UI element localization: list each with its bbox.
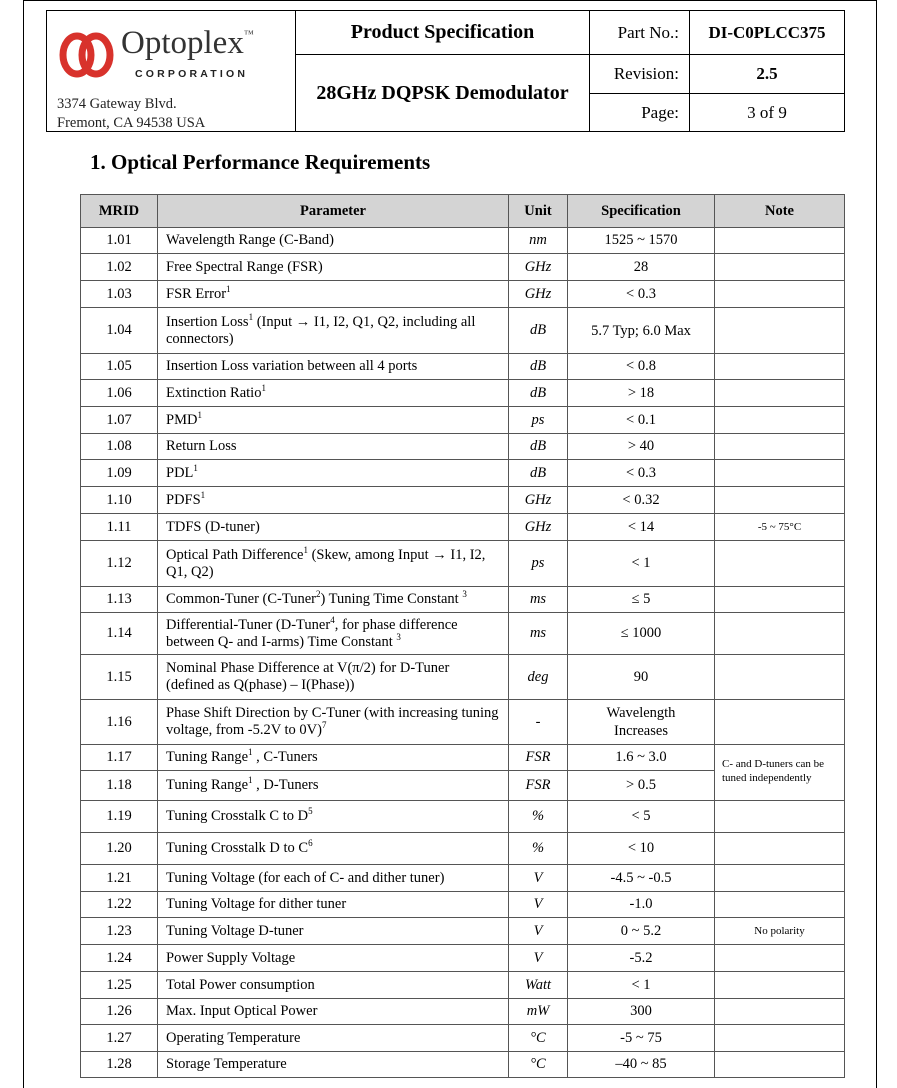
- parameter-cell: PDFS$^1$: [158, 487, 509, 514]
- unit-cell: dB: [509, 308, 568, 354]
- specification-cell: 1.6 ~ 3.0: [568, 745, 715, 771]
- unit-cell: nm: [509, 228, 568, 254]
- note-cell: [715, 999, 845, 1025]
- parameter-cell: Tuning Voltage (for each of C- and dither tuner): [158, 865, 509, 892]
- part-no-value: DI-C0PLCC375: [690, 11, 845, 55]
- note-cell: [715, 1025, 845, 1052]
- specification-cell: > 0.5: [568, 771, 715, 801]
- column-header: Parameter: [158, 195, 509, 228]
- company-block: [47, 11, 296, 132]
- specification-cell: Wavelength Increases: [568, 700, 715, 745]
- table-row: [81, 380, 845, 407]
- note-cell: [715, 434, 845, 460]
- specification-cell: 0 ~ 5.2: [568, 918, 715, 945]
- note-cell: [715, 801, 845, 833]
- parameter-cell: Extinction Ratio$^1$: [158, 380, 509, 407]
- unit-cell: %: [509, 833, 568, 865]
- specification-cell: 28: [568, 254, 715, 281]
- mrid-cell: 1.08: [81, 434, 158, 460]
- mrid-cell: 1.01: [81, 228, 158, 254]
- mrid-cell: 1.02: [81, 254, 158, 281]
- mrid-cell: 1.28: [81, 1052, 158, 1078]
- parameter-cell: Tuning Crosstalk D to $C^6$: [158, 833, 509, 865]
- unit-cell: FSR: [509, 771, 568, 801]
- mrid-cell: 1.05: [81, 354, 158, 380]
- unit-cell: -: [509, 700, 568, 745]
- table-row: [81, 281, 845, 308]
- parameter-cell: Insertion Loss$^1$ (Input → I1, I2, Q1, Q2, including all connectors): [158, 308, 509, 354]
- mrid-cell: 1.19: [81, 801, 158, 833]
- table-row: [81, 833, 845, 865]
- unit-cell: deg: [509, 655, 568, 700]
- mrid-cell: 1.25: [81, 972, 158, 999]
- parameter-cell: Optical Path Difference$^1$ (Skew, among Input → I1, I2, Q1, Q2): [158, 541, 509, 587]
- unit-cell: V: [509, 865, 568, 892]
- specification-cell: < 0.3: [568, 281, 715, 308]
- page-border: [23, 0, 877, 1]
- unit-cell: FSR: [509, 745, 568, 771]
- table-row: [81, 801, 845, 833]
- table-row: [81, 613, 845, 655]
- parameter-cell: Free Spectral Range (FSR): [158, 254, 509, 281]
- table-row: [81, 487, 845, 514]
- table-row: [81, 945, 845, 972]
- company-name: Optoplex™: [121, 25, 254, 61]
- specification-cell: > 40: [568, 434, 715, 460]
- mrid-cell: 1.07: [81, 407, 158, 434]
- note-cell: [715, 254, 845, 281]
- product-name: 28GHz DQPSK Demodulator: [296, 55, 590, 132]
- parameter-cell: Wavelength Range (C-Band): [158, 228, 509, 254]
- table-row: [81, 745, 845, 771]
- table-row: [81, 460, 845, 487]
- specification-cell: 5.7 Typ; 6.0 Max: [568, 308, 715, 354]
- unit-cell: V: [509, 892, 568, 918]
- table-row: [81, 514, 845, 541]
- column-header: Specification: [568, 195, 715, 228]
- parameter-cell: Tuning Range$^1$ , D-Tuners: [158, 771, 509, 801]
- mrid-cell: 1.10: [81, 487, 158, 514]
- specification-cell: < 0.32: [568, 487, 715, 514]
- specification-cell: 300: [568, 999, 715, 1025]
- parameter-cell: Storage Temperature: [158, 1052, 509, 1078]
- unit-cell: °C: [509, 1025, 568, 1052]
- note-cell: [715, 407, 845, 434]
- specification-cell: -5 ~ 75: [568, 1025, 715, 1052]
- table-row: [81, 354, 845, 380]
- unit-cell: dB: [509, 354, 568, 380]
- mrid-cell: 1.26: [81, 999, 158, 1025]
- table-row: [81, 434, 845, 460]
- mrid-cell: 1.12: [81, 541, 158, 587]
- table-row: [81, 308, 845, 354]
- parameter-cell: Return Loss: [158, 434, 509, 460]
- table-row: [81, 865, 845, 892]
- specification-cell: < 0.8: [568, 354, 715, 380]
- unit-cell: GHz: [509, 281, 568, 308]
- note-cell: [715, 460, 845, 487]
- mrid-cell: 1.22: [81, 892, 158, 918]
- revision-label: Revision:: [590, 55, 690, 94]
- parameter-cell: Tuning Voltage D-tuner: [158, 918, 509, 945]
- specification-cell: < 0.1: [568, 407, 715, 434]
- note-cell: [715, 380, 845, 407]
- parameter-cell: Total Power consumption: [158, 972, 509, 999]
- mrid-cell: 1.09: [81, 460, 158, 487]
- specification-cell: < 5: [568, 801, 715, 833]
- document-header: [46, 10, 845, 132]
- mrid-cell: 1.17: [81, 745, 158, 771]
- company-address: 3374 Gateway Blvd. Fremont, CA 94538 USA: [57, 96, 206, 131]
- specification-cell: -4.5 ~ -0.5: [568, 865, 715, 892]
- note-cell: [715, 587, 845, 613]
- note-cell: [715, 487, 845, 514]
- parameter-cell: Tuning Crosstalk C to $D^5$: [158, 801, 509, 833]
- company-subtitle: CORPORATION: [135, 68, 249, 80]
- mrid-cell: 1.04: [81, 308, 158, 354]
- column-header: Unit: [509, 195, 568, 228]
- parameter-cell: PMD$^1$: [158, 407, 509, 434]
- mrid-cell: 1.18: [81, 771, 158, 801]
- part-no-label: Part No.:: [590, 11, 690, 55]
- parameter-cell: Nominal Phase Difference at V(π/2) for D-Tuner (defined as Q(phase) – I(Phase)): [158, 655, 509, 700]
- section-title: 1. Optical Performance Requirements: [90, 150, 431, 174]
- unit-cell: ms: [509, 613, 568, 655]
- note-cell: [715, 541, 845, 587]
- parameter-cell: Phase Shift Direction by C-Tuner (with increasing tuning voltage, from -5.2V to 0V)$^7$: [158, 700, 509, 745]
- unit-cell: ps: [509, 407, 568, 434]
- note-cell: [715, 700, 845, 745]
- unit-cell: °C: [509, 1052, 568, 1078]
- specification-cell: 90: [568, 655, 715, 700]
- specification-cell: < 0.3: [568, 460, 715, 487]
- table-row: [81, 587, 845, 613]
- specification-cell: ≤ 5: [568, 587, 715, 613]
- parameter-cell: Differential-Tuner (D-Tuner$^4$, for phase difference between Q- and I-arms) Time Constant $^3$: [158, 613, 509, 655]
- note-cell: [715, 228, 845, 254]
- table-row: [81, 228, 845, 254]
- mrid-cell: 1.20: [81, 833, 158, 865]
- unit-cell: dB: [509, 460, 568, 487]
- specification-cell: –40 ~ 85: [568, 1052, 715, 1078]
- unit-cell: GHz: [509, 487, 568, 514]
- spec-table: [80, 194, 845, 1078]
- unit-cell: mW: [509, 999, 568, 1025]
- mrid-cell: 1.15: [81, 655, 158, 700]
- mrid-cell: 1.11: [81, 514, 158, 541]
- parameter-cell: Insertion Loss variation between all 4 ports: [158, 354, 509, 380]
- mrid-cell: 1.24: [81, 945, 158, 972]
- table-row: [81, 892, 845, 918]
- table-row: [81, 254, 845, 281]
- note-cell: C- and D-tuners can be tuned independently: [715, 745, 845, 801]
- parameter-cell: FSR Error$^1$: [158, 281, 509, 308]
- note-cell: [715, 865, 845, 892]
- note-cell: [715, 972, 845, 999]
- column-header: Note: [715, 195, 845, 228]
- note-cell: [715, 1052, 845, 1078]
- specification-cell: -5.2: [568, 945, 715, 972]
- unit-cell: GHz: [509, 254, 568, 281]
- parameter-cell: Tuning Voltage for dither tuner: [158, 892, 509, 918]
- note-cell: [715, 613, 845, 655]
- specification-cell: ≤ 1000: [568, 613, 715, 655]
- specification-cell: < 14: [568, 514, 715, 541]
- unit-cell: ps: [509, 541, 568, 587]
- mrid-cell: 1.23: [81, 918, 158, 945]
- note-cell: -5 ~ 75°C: [715, 514, 845, 541]
- column-header: MRID: [81, 195, 158, 228]
- table-row: [81, 972, 845, 999]
- page-border: [23, 0, 24, 1088]
- parameter-cell: Common-Tuner (C-Tuner$^2$) Tuning Time Constant $^3$: [158, 587, 509, 613]
- page-label: Page:: [590, 94, 690, 132]
- note-cell: [715, 308, 845, 354]
- specification-cell: 1525 ~ 1570: [568, 228, 715, 254]
- unit-cell: %: [509, 801, 568, 833]
- specification-cell: < 1: [568, 972, 715, 999]
- note-cell: [715, 354, 845, 380]
- unit-cell: dB: [509, 380, 568, 407]
- table-row: [81, 1052, 845, 1078]
- parameter-cell: Operating Temperature: [158, 1025, 509, 1052]
- parameter-cell: TDFS (D-tuner): [158, 514, 509, 541]
- note-cell: [715, 945, 845, 972]
- note-cell: [715, 892, 845, 918]
- page-value: 3 of 9: [690, 94, 845, 132]
- specification-cell: -1.0: [568, 892, 715, 918]
- mrid-cell: 1.21: [81, 865, 158, 892]
- unit-cell: Watt: [509, 972, 568, 999]
- table-header-row: [81, 195, 845, 228]
- table-row: [81, 999, 845, 1025]
- unit-cell: dB: [509, 434, 568, 460]
- mrid-cell: 1.06: [81, 380, 158, 407]
- unit-cell: GHz: [509, 514, 568, 541]
- note-cell: No polarity: [715, 918, 845, 945]
- table-row: [81, 407, 845, 434]
- note-cell: [715, 833, 845, 865]
- unit-cell: V: [509, 918, 568, 945]
- note-cell: [715, 655, 845, 700]
- table-row: [81, 918, 845, 945]
- mrid-cell: 1.27: [81, 1025, 158, 1052]
- table-row: [81, 1025, 845, 1052]
- table-row: [81, 700, 845, 745]
- mrid-cell: 1.13: [81, 587, 158, 613]
- mrid-cell: 1.16: [81, 700, 158, 745]
- doc-type: Product Specification: [296, 11, 590, 55]
- specification-cell: < 10: [568, 833, 715, 865]
- note-cell: [715, 281, 845, 308]
- table-row: [81, 655, 845, 700]
- specification-cell: > 18: [568, 380, 715, 407]
- table-row: [81, 541, 845, 587]
- specification-cell: < 1: [568, 541, 715, 587]
- page-border: [876, 0, 877, 1088]
- parameter-cell: Max. Input Optical Power: [158, 999, 509, 1025]
- parameter-cell: Power Supply Voltage: [158, 945, 509, 972]
- mrid-cell: 1.14: [81, 613, 158, 655]
- parameter-cell: Tuning Range$^1$ , C-Tuners: [158, 745, 509, 771]
- parameter-cell: PDL$^1$: [158, 460, 509, 487]
- unit-cell: ms: [509, 587, 568, 613]
- unit-cell: V: [509, 945, 568, 972]
- mrid-cell: 1.03: [81, 281, 158, 308]
- revision-value: 2.5: [690, 55, 845, 94]
